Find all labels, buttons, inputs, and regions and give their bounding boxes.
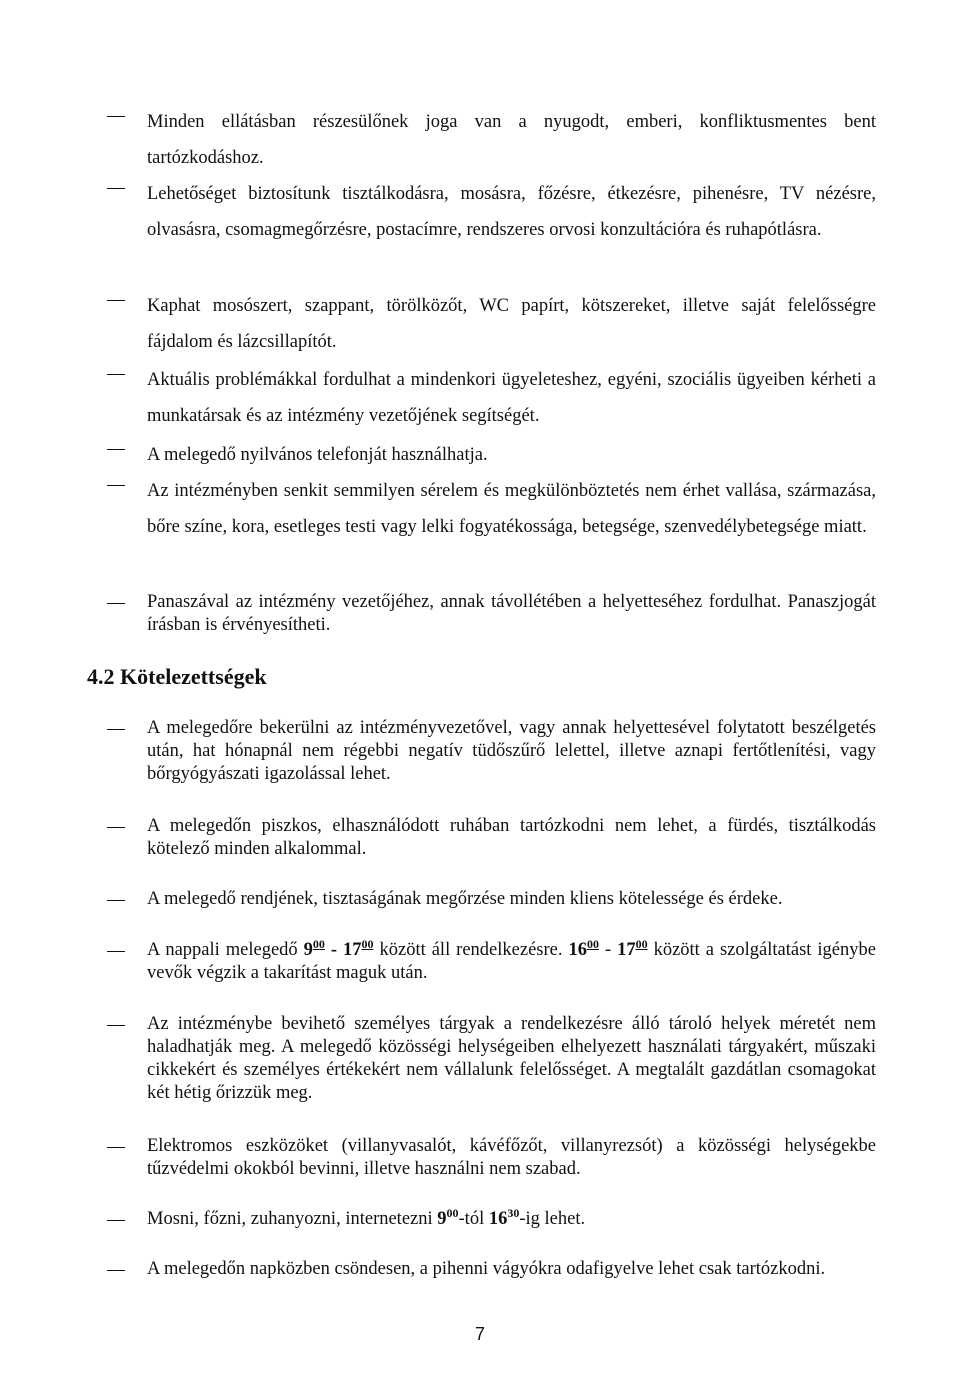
- page-number: 7: [474, 1324, 485, 1344]
- list-item: Az intézményben senkit semmilyen sérelem és megkülönböztetés nem érhet vallása, származása, bőre színe, kora, esetleges testi vagy lelki fogyatékossága, betegsége, szenvedélybetegsége miatt.: [147, 473, 876, 545]
- list-item: Panaszával az intézmény vezetőjéhez, annak távollétében a helyetteséhez fordulhat. Panaszjogát írásban is érvényesítheti.: [147, 592, 876, 635]
- list-item: A melegedőn piszkos, elhasználódott ruhában tartózkodni nem lehet, a fürdés, tisztálkodás kötelező minden alkalommal.: [147, 816, 876, 859]
- list-item: Lehetőséget biztosítunk tisztálkodásra, mosásra, főzésre, étkezésre, pihenésre, TV nézésre, olvasásra, csomagmegőrzésre, postacímre, rendszeres orvosi konzultációra és ruhapótlásra.: [147, 176, 876, 248]
- list-item: A melegedő rendjének, tisztaságának megőrzése minden kliens kötelessége és érdeke.: [147, 888, 876, 911]
- list-item: Aktuális problémákkal fordulhat a mindenkori ügyeleteshez, egyéni, szociális ügyeiben kérheti a munkatársak és az intézmény vezetőjének segítségét.: [147, 362, 876, 434]
- section-heading: 4.2 Kötelezettségek: [87, 664, 267, 689]
- list-item-laundry-hours: Mosni, főzni, zuhanyozni, internetezni $9^{00}$-tól $16^{30}-ig$ lehet.: [147, 1208, 876, 1231]
- list-item: A melegedő nyilvános telefonját használhatja.: [147, 437, 876, 473]
- list-item: Az intézménybe bevihető személyes tárgyak a rendelkezésre álló tároló helyek méretét nem haladhatják meg. A melegedő közösségi helységeiben elhelyezett használati tárgyakért, műszaki cikkekért és személyes értékekért nem vállalunk felelősséget. A megtalált gazdátlan csomagokat két hétig őrizzük meg.: [147, 1014, 876, 1103]
- list-item: Elektromos eszközöket (villanyvasalót, kávéfőzőt, villanyrezsót) a közösségi helységekbe tűzvédelmi okokból bevinni, illetve használni nem szabad.: [147, 1136, 876, 1179]
- list-item-opening-hours: A nappali melegedő $9^{00} - 17^{00}$ között áll rendelkezésre. $16^{00} - 17^{00}$ között a szolgáltatást igénybe vevők végzik a takarítást maguk után.: [147, 937, 876, 983]
- list-item: Minden ellátásban részesülőnek joga van a nyugodt, emberi, konfliktusmentes bent tartózkodáshoz.: [147, 104, 876, 176]
- list-item: A melegedőre bekerülni az intézményvezetővel, vagy annak helyettesével folytatott beszélgetés után, hat hónapnál nem régebbi negatív tüdőszűrő lelettel, illetve aznapi fertőtlenítési, vagy bőrgyógyászati igazolással lehet.: [147, 718, 876, 784]
- list-item: A melegedőn napközben csöndesen, a pihenni vágyókra odafigyelve lehet csak tartózkodni.: [147, 1258, 876, 1281]
- list-item: Kaphat mosószert, szappant, törölközőt, WC papírt, kötszereket, illetve saját felelősségre fájdalom és lázcsillapítót.: [147, 288, 876, 360]
